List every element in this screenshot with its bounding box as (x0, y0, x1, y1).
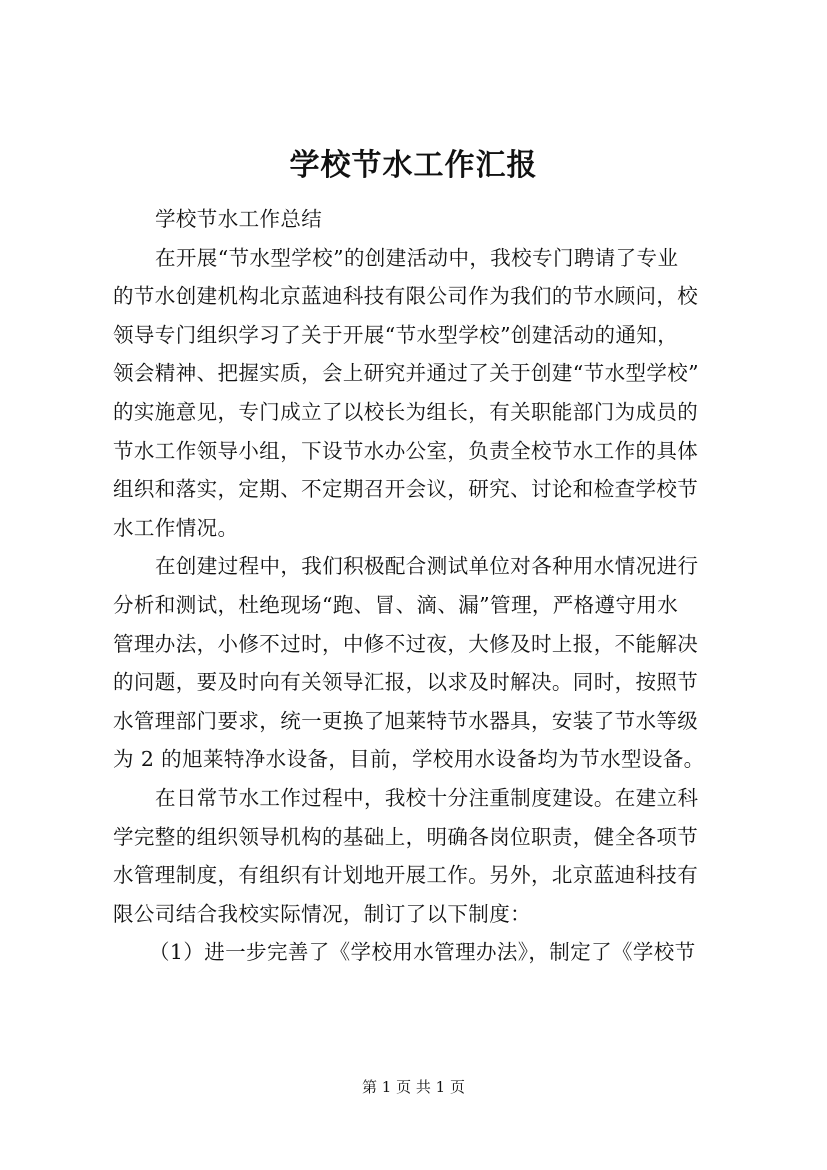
paragraph-line: 领导专门组织学习了关于开展“节水型学校”创建活动的通知， (113, 322, 679, 347)
paragraph-line: 为 2 的旭莱特净水设备，目前，学校用水设备均为节水型设备。 (113, 747, 705, 772)
subtitle-line: 学校节水工作总结 (155, 207, 323, 231)
page-footer: 第 1 页 共 1 页 (362, 1078, 465, 1096)
document-title: 学校节水工作汇报 (289, 148, 538, 183)
paragraph-line: 水管理部门要求，统一更换了旭莱特节水器具，安装了节水等级 (113, 708, 699, 733)
paragraph-line: 的实施意见，专门成立了以校长为组长，有关职能部门为成员的 (113, 399, 699, 424)
paragraph-line: 在创建过程中，我们积极配合测试单位对各种用水情况进行 (155, 554, 699, 579)
document-body (113, 200, 743, 972)
paragraph-line: 限公司结合我校实际情况，制订了以下制度： (113, 901, 531, 926)
paragraph-line: 领会精神、把握实质，会上研究并通过了关于创建“节水型学校” (113, 361, 700, 386)
paragraph-line: 的节水创建机构北京蓝迪科技有限公司作为我们的节水顾问，校 (113, 284, 699, 309)
paragraph-line: 学完整的组织领导机构的基础上，明确各岗位职责，健全各项节 (113, 824, 699, 849)
paragraph-line: 节水工作领导小组，下设节水办公室，负责全校节水工作的具体 (113, 438, 699, 463)
paragraph-line: 组织和落实，定期、不定期召开会议，研究、讨论和检查学校节 (113, 477, 699, 502)
list-item-line: （1）进一步完善了《学校用水管理办法》，制定了《学校节 (149, 940, 696, 965)
paragraph-line: 在日常节水工作过程中，我校十分注重制度建设。在建立科 (155, 785, 699, 810)
paragraph-line: 管理办法，小修不过时，中修不过夜，大修及时上报，不能解决 (113, 631, 699, 656)
paragraph-line: 水工作情况。 (113, 515, 239, 540)
paragraph-line: 分析和测试，杜绝现场“跑、冒、滴、漏”管理，严格遵守用水 (113, 592, 679, 617)
paragraph-line: 水管理制度，有组织有计划地开展工作。另外，北京蓝迪科技有 (113, 863, 699, 888)
paragraph-line: 在开展“节水型学校”的创建活动中，我校专门聘请了专业 (155, 245, 679, 270)
paragraph-line: 的问题，要及时向有关领导汇报，以求及时解决。同时，按照节 (113, 670, 699, 695)
